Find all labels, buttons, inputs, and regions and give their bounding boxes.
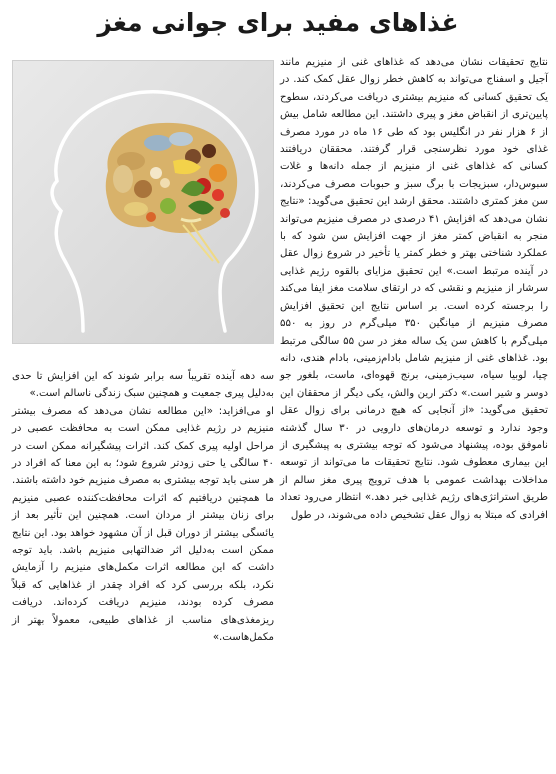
article-column-right: [280, 54, 548, 524]
article-paragraph: سه دهه آینده تقریباً سه برابر شوند که این افزایش تا حدی به‌دلیل پیری جمعیت و همچنین سبک زندگی ناسالم است.»: [12, 371, 274, 400]
article-headline: غذاهای مفید برای جوانی مغز: [97, 8, 459, 37]
article-column-left: [12, 368, 274, 647]
article-paragraph: او می‌افزاید: «این مطالعه نشان می‌دهد که مصرف بیشتر منیزیم در رژیم غذایی ممکن است به محافظت عصبی در مراحل اولیه پیری کمک کند. اثرات پیشگیرانه ممکن است در ۴۰ سالگی یا حتی زودتر شروع شود؛ به این معنا که افراد در هر سنی باید توجه بیشتری به مصرف منیزیم خود داشته باشند. ما همچنین دریافتیم که اثرات محافظت‌کننده عصبی منیزیم برای زنان بیشتر از مردان است. همچنین این تأثیر بعد از یائسگی بیشتر از دوران قبل از آن مشهود خواهد بود. این نتایج ممکن است به‌دلیل اثر ضدالتهابی منیزیم باشد. باید توجه داشت که این مطالعه اثرات مکمل‌های منیزیم را آزمایش نکرد، بلکه بررسی کرد که افراد چقدر از غذاهایی که قبلاً مصرف کرده بودند، منیزیم دریافت کرده‌اند. دریافت ریزمغذی‌های مناسب از غذاهای طبیعی، معمولاً بهتر از مکمل‌هاست.»: [12, 405, 274, 644]
brain-food-illustration: [12, 60, 274, 344]
article-paragraph: نتایج تحقیقات نشان می‌دهد که غذاهای غنی از منیزیم مانند آجیل و اسفناج می‌تواند به کاهش خطر زوال عقل کمک کند. در یک تحقیق کسانی که منیزیم بیشتری دریافت می‌کردند، سطوح پایین‌تری از انقباض مغز و پیری داشتند. این مطالعه شامل بیش از ۶ هزار نفر در انگلیس بود که طی ۱۶ ماه در مورد مصرف غذای خود مورد نظرسنجی قرار گرفتند. محققان دریافتند کسانی که غذاهای غنی از منیزیم از جمله دانه‌ها و غلات سبوس‌دار، سبزیجات با برگ سبز و حبوبات مصرف می‌کردند، سن مغز کمتری داشتند. محقق ارشد این تحقیق می‌گوید: «نتایج نشان می‌دهد که افزایش ۴۱ درصدی در مصرف منیزیم می‌تواند منجر به انقباض کمتر مغز از جهت افزایش سن شود که با عملکرد شناختی بهتر و خطر کمتر یا تأخیر در شروع زوال عقل در آینده مرتبط است.» این تحقیق مزایای بالقوه رژیم غذایی سرشار از منیزیم و نقشی که در ارتقای سلامت مغز ایفا می‌کند را برجسته کرده است. بر اساس نتایج این تحقیق افزایش مصرف منیزیم از میانگین ۳۵۰ میلی‌گرم در روز به ۵۵۰ میلی‌گرم با کاهش سن یک ساله مغز در سن ۵۵ سالگی مرتبط بود. غذاهای غنی از منیزیم شامل بادام‌زمینی، بادام هندی، دانه چیا، لوبیا سیاه، سیب‌زمینی، برنج قهوه‌ای، ماست، بلغور جو دوسر و شیر است.» دکتر ارین والش، یکی دیگر از محققان این تحقیق می‌گوید: «از آنجایی که هیچ درمانی برای زوال عقل وجود ندارد و توسعه درمان‌های دارویی در ۳۰ سال گذشته ناموفق بوده، پیشنهاد می‌شود که توجه بیشتری به پیشگیری از این بیماری معطوف شود. نتایج تحقیقات ما می‌تواند از توسعه مداخلات بهداشت عمومی با هدف ترویج پیری مغز سالم از طریق استراتژی‌های رژیم غذایی خبر دهد.» انتظار می‌رود تعداد افرادی که مبتلا به زوال عقل تشخیص داده می‌شوند، در طول: [280, 57, 548, 521]
